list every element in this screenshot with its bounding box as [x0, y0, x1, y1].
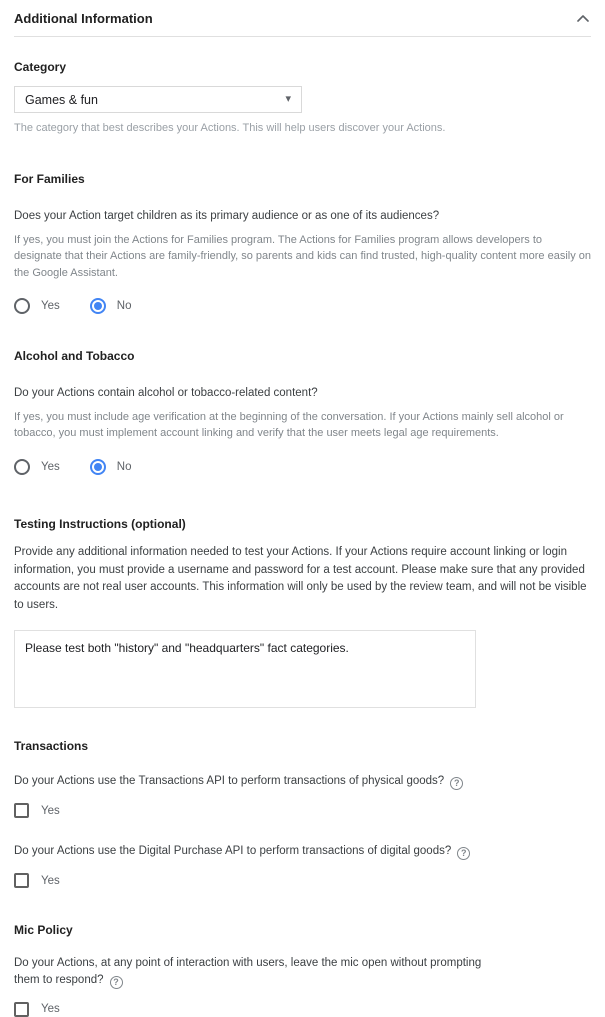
- transactions-physical-checkbox-row[interactable]: [14, 803, 591, 818]
- checkbox-label: Yes: [41, 804, 60, 817]
- alcohol-tobacco-question: Do your Actions contain alcohol or tobacco-related content?: [14, 387, 318, 400]
- category-select[interactable]: [14, 86, 302, 113]
- collapse-icon[interactable]: [577, 14, 589, 22]
- for-families-radio-group: [14, 298, 591, 314]
- for-families-heading: For Families: [14, 171, 85, 186]
- alcohol-tobacco-radio-group: [14, 459, 591, 475]
- question-text: Do your Actions, at any point of interaction with users, leave the mic open without prompting them to respond?: [14, 957, 482, 986]
- alcohol-tobacco-heading: Alcohol and Tobacco: [14, 349, 135, 364]
- testing-instructions-input[interactable]: [14, 630, 476, 708]
- radio-option-label: Yes: [41, 460, 60, 473]
- radio-unchecked-icon[interactable]: [14, 459, 30, 475]
- category-label: Category: [14, 60, 67, 74]
- panel-title: Additional Information: [14, 10, 153, 26]
- testing-instructions-description: Provide any additional information needed to test your Actions. If your Actions require account linking or login information, you must provide a username and password for a test account. Please make sure that any provided accounts are not real user accounts. This information will only be used by the review team, and will not be visible to users.: [14, 545, 587, 612]
- checkbox-unchecked-icon[interactable]: [14, 803, 29, 818]
- for-families-radio-option-yes[interactable]: [14, 298, 60, 314]
- mic-policy-question: [14, 955, 506, 989]
- alcohol-tobacco-radio-option-no[interactable]: [90, 459, 132, 475]
- for-families-radio-option-no[interactable]: [90, 298, 132, 314]
- radio-option-label: No: [116, 460, 132, 473]
- category-helper-text: The category that best describes your Actions. This will help users discover your Actions.: [14, 122, 446, 134]
- help-icon[interactable]: ?: [110, 976, 123, 989]
- for-families-helper-text: If yes, you must join the Actions for Families program. The Actions for Families program allows developers to designate that their Actions are family-friendly, so parents and kids can find trusted, high-quality content more easily on the Google Assistant.: [14, 233, 591, 279]
- transactions-digital-question: [14, 843, 591, 860]
- radio-checked-icon[interactable]: [90, 459, 106, 475]
- alcohol-tobacco-radio-option-yes[interactable]: [14, 459, 60, 475]
- mic-policy-heading: Mic Policy: [14, 923, 73, 938]
- for-families-question: Does your Action target children as its primary audience or as one of its audiences?: [14, 209, 440, 222]
- category-select-value: Games & fun: [25, 92, 98, 107]
- radio-checked-icon[interactable]: [90, 298, 106, 314]
- radio-option-label: Yes: [41, 300, 60, 313]
- help-icon[interactable]: ?: [457, 847, 470, 860]
- dropdown-arrow-icon: ▾: [285, 93, 291, 105]
- transactions-heading: Transactions: [14, 739, 89, 754]
- question-text: Do your Actions use the Transactions API to perform transactions of physical goods?: [14, 775, 445, 788]
- checkbox-label: Yes: [41, 874, 60, 887]
- testing-instructions-heading: Testing Instructions (optional): [14, 516, 186, 531]
- mic-policy-checkbox-row[interactable]: [14, 1002, 591, 1017]
- checkbox-unchecked-icon[interactable]: [14, 873, 29, 888]
- radio-option-label: No: [116, 300, 132, 313]
- transactions-physical-question: [14, 773, 591, 790]
- radio-unchecked-icon[interactable]: [14, 298, 30, 314]
- checkbox-label: Yes: [41, 1003, 60, 1016]
- panel-header[interactable]: [14, 0, 591, 37]
- alcohol-tobacco-helper-text: If yes, you must include age verification at the beginning of the conversation. If your Actions mainly sell alcohol or tobacco, you must implement account linking and verify that the user meets legal age requirements.: [14, 410, 564, 440]
- question-text: Do your Actions use the Digital Purchase API to perform transactions of digital goods?: [14, 845, 452, 858]
- transactions-digital-checkbox-row[interactable]: [14, 873, 591, 888]
- checkbox-unchecked-icon[interactable]: [14, 1002, 29, 1017]
- help-icon[interactable]: ?: [450, 777, 463, 790]
